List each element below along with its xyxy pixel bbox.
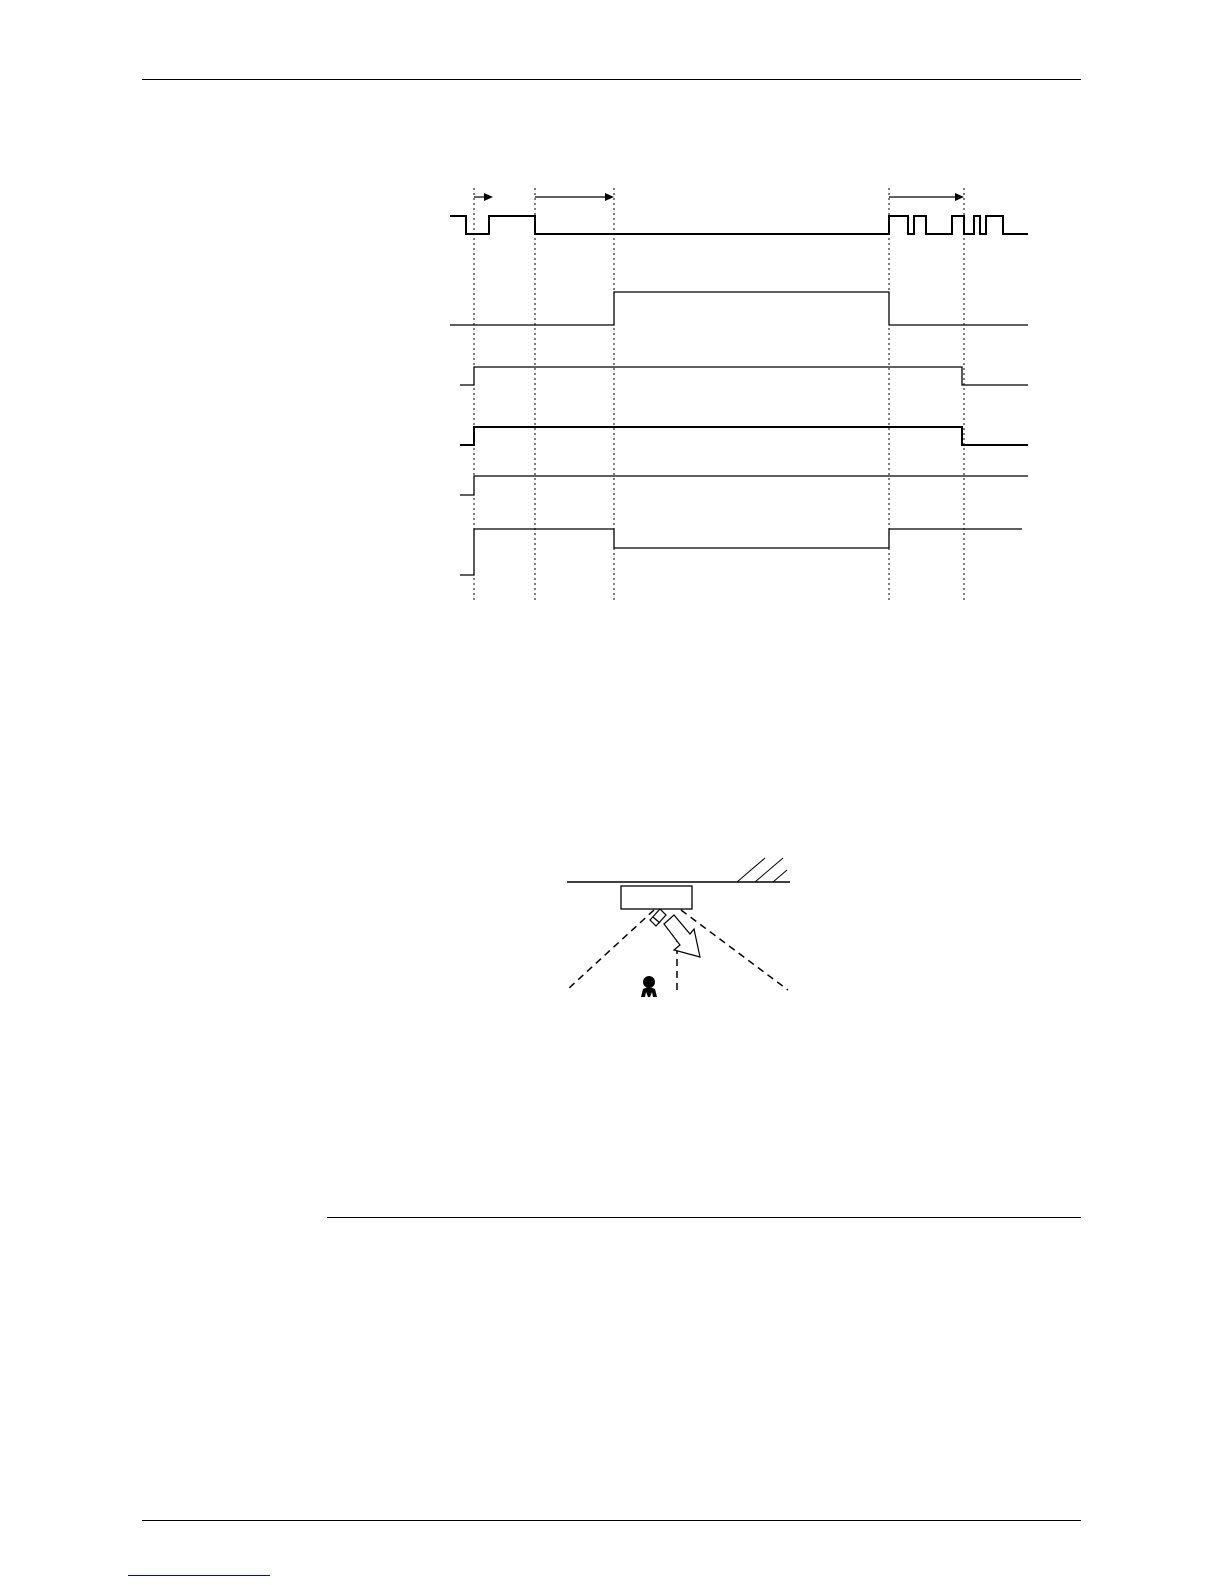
ceiling-hatch-icon [737,858,787,882]
section-rule [327,1217,1081,1218]
indoor-unit [621,886,692,909]
footer-link-underline[interactable] [128,1575,270,1576]
person-icon [641,976,657,997]
airflow-arrow [664,915,700,957]
footer-rule [142,1520,1081,1521]
